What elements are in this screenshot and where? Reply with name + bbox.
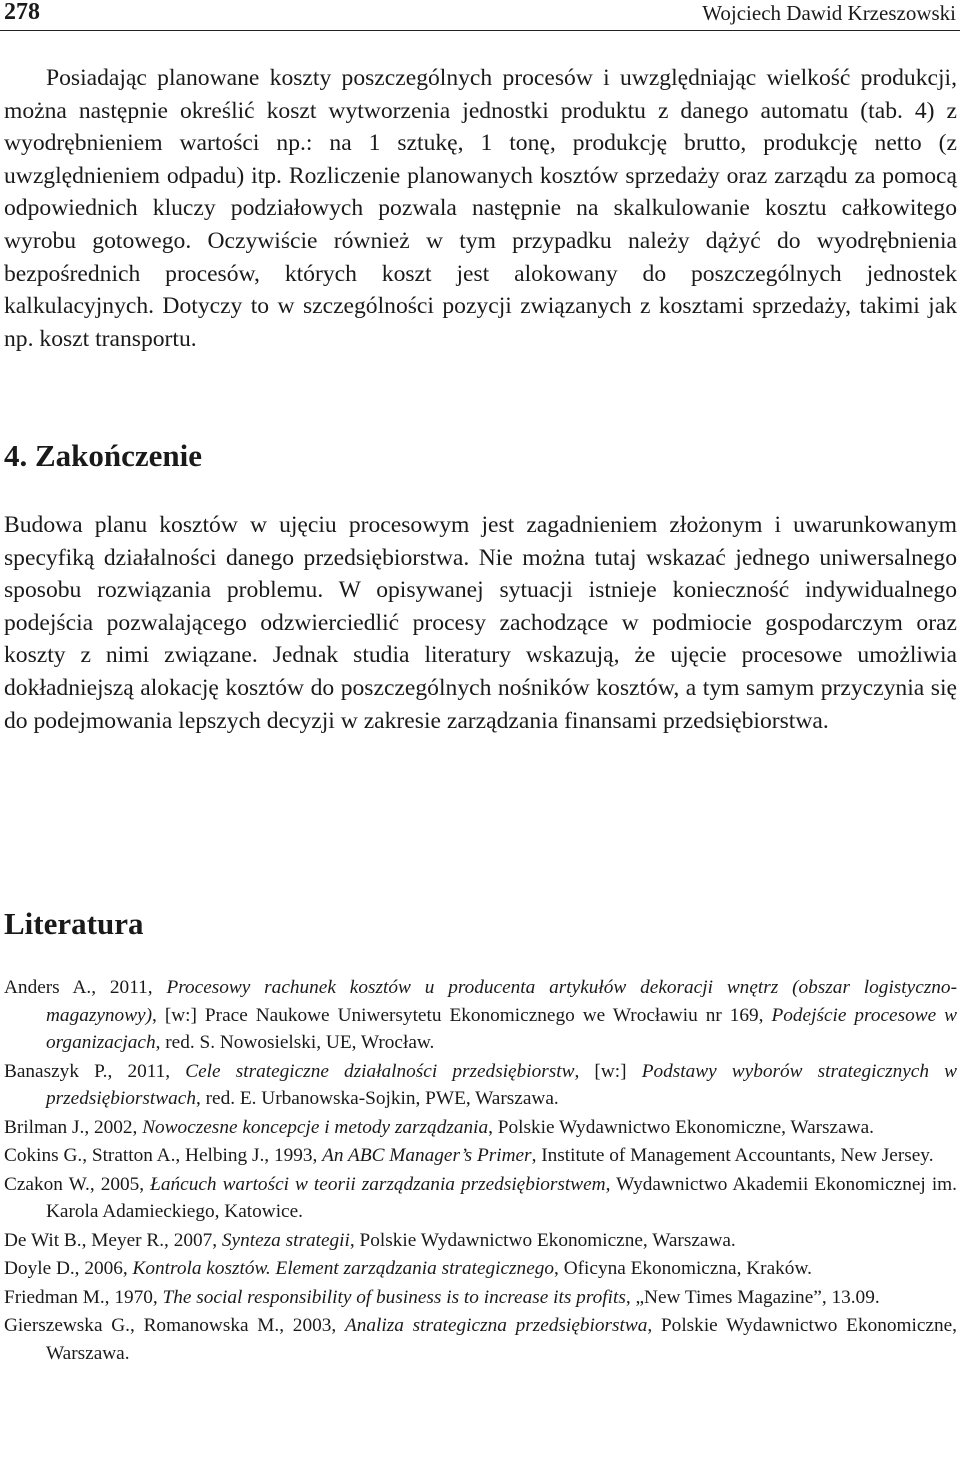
reference-details: , Wydawnictwo Akademii Ekonomicznej im. Karola Adamieckiego, Katowice. (46, 1173, 958, 1222)
reference-details: , red. E. Urbanowska-Sojkin, PWE, Warszawa. (195, 1088, 559, 1109)
reference-title: Łańcuch wartości w teorii zarządzania przedsiębiorstwem (150, 1173, 606, 1195)
reference-title: Synteza strategii (221, 1229, 350, 1251)
page-number: 278 (4, 0, 40, 25)
reference-authors: Gierszewska G., Romanowska M., 2003, (4, 1315, 345, 1336)
reference-authors: Czakon W., 2005, (4, 1173, 151, 1195)
reference-item (4, 1114, 957, 1142)
reference-authors: Cokins G., Stratton A., Helbing J., 1993, (4, 1145, 323, 1166)
reference-title: Analiza strategiczna przedsiębiorstwa (344, 1315, 648, 1336)
reference-authors: Doyle D., 2006, (4, 1258, 133, 1279)
reference-details: , Polskie Wydawnictwo Ekonomiczne, Warszawa. (46, 1315, 957, 1364)
reference-title: Podstawy wyborów strategicznych w przedsiębiorstwach (46, 1060, 957, 1109)
reference-details: , Oficyna Ekonomiczna, Kraków. (554, 1258, 812, 1279)
reference-item (4, 1227, 957, 1255)
reference-authors: Brilman J., 2002, (4, 1116, 143, 1138)
reference-details: , [w:] Prace Naukowe Uniwersytetu Ekonomicznego we Wrocławiu nr 169, (152, 1004, 772, 1026)
reference-details: , Polskie Wydawnictwo Ekonomiczne, Warszawa. (488, 1116, 874, 1138)
reference-details: , [w:] (574, 1060, 642, 1082)
reference-item (4, 974, 957, 1057)
reference-details: , „New Times Magazine”, 13.09. (625, 1286, 880, 1308)
reference-details: , Institute of Management Accountants, New Jersey. (531, 1145, 934, 1166)
reference-item (4, 1284, 957, 1312)
reference-item (4, 1171, 957, 1226)
running-header (0, 0, 960, 31)
literature-heading: Literatura (4, 906, 144, 941)
reference-authors: Anders A., 2011, (4, 977, 167, 998)
reference-item (4, 1255, 957, 1283)
reference-authors: Banaszyk P., 2011, (4, 1060, 186, 1082)
reference-title: Nowoczesne koncepcje i metody zarządzania (142, 1116, 489, 1138)
reference-title: Cele strategiczne działalności przedsiębiorstw (185, 1060, 575, 1082)
reference-authors: De Wit B., Meyer R., 2007, (4, 1229, 222, 1251)
reference-item (4, 1312, 957, 1367)
running-author: Wojciech Dawid Krzeszowski (702, 1, 956, 25)
reference-title: Procesowy rachunek kosztów u producenta artykułów dekoracji wnętrz (obszar logistyczno-magazynowy) (46, 977, 957, 1026)
reference-title: Podejście procesowe w organizacjach (46, 1004, 958, 1053)
paragraph: Posiadając planowane koszty poszczególnych procesów i uwzględniając wielkość produkcji, można następnie określić koszt wytworzenia jednostki produktu z danego automatu (tab. 4) z wyodrębnieniem wartości np.: na 1 sztukę, 1 tonę, produkcję brutto, produkcję netto (z uwzględnieniem odpadu) itp. Rozliczenie planowanych kosztów sprzedaży oraz zarządu za pomocą odpowiednich kluczy podziałowych pozwala następnie na skalkulowanie kosztu całkowitego wyrobu gotowego. Oczywiście również w tym przypadku należy dążyć do wyodrębnienia bezpośrednich procesów, których koszt jest alokowany do poszczególnych jednostek kalkulacyjnych. Dotyczy to w szczególności pozycji związanych z kosztami sprzedaży, takimi jak np. koszt transportu. (4, 65, 957, 352)
reference-item (4, 1142, 957, 1170)
reference-authors: Friedman M., 1970, (4, 1286, 163, 1308)
reference-item (4, 1058, 957, 1113)
section-heading: 4. Zakończenie (4, 438, 203, 473)
reference-title: An ABC Manager’s Primer (322, 1145, 532, 1166)
reference-details: , red. S. Nowosielski, UE, Wrocław. (155, 1032, 435, 1053)
body-section-conclusion (4, 509, 957, 737)
body-section-intro (4, 62, 957, 355)
reference-title: The social responsibility of business is to increase its profits (162, 1286, 626, 1308)
paragraph: Budowa planu kosztów w ujęciu procesowym jest zagadnieniem złożonym i uwarunkowanym specyfiką działalności danego przedsiębiorstwa. Nie można tutaj wskazać jednego uniwersalnego sposobu rozwiązania problemu. W opisywanej sytuacji istnieje konieczność indywidualnego podejścia pozwalającego odzwierciedlić procesy zachodzące w podmiocie gospodarczym oraz koszty z nimi związane. Jednak studia literatury wskazują, że ujęcie procesowe umożliwia dokładniejszą alokację kosztów do poszczególnych nośników kosztów, a tym samym przyczynia się do podejmowania lepszych decyzji w zakresie zarządzania finansami przedsiębiorstwa. (4, 512, 957, 734)
reference-details: , Polskie Wydawnictwo Ekonomiczne, Warszawa. (349, 1229, 736, 1251)
reference-list (4, 974, 957, 1368)
reference-title: Kontrola kosztów. Element zarządzania strategicznego (132, 1258, 555, 1279)
